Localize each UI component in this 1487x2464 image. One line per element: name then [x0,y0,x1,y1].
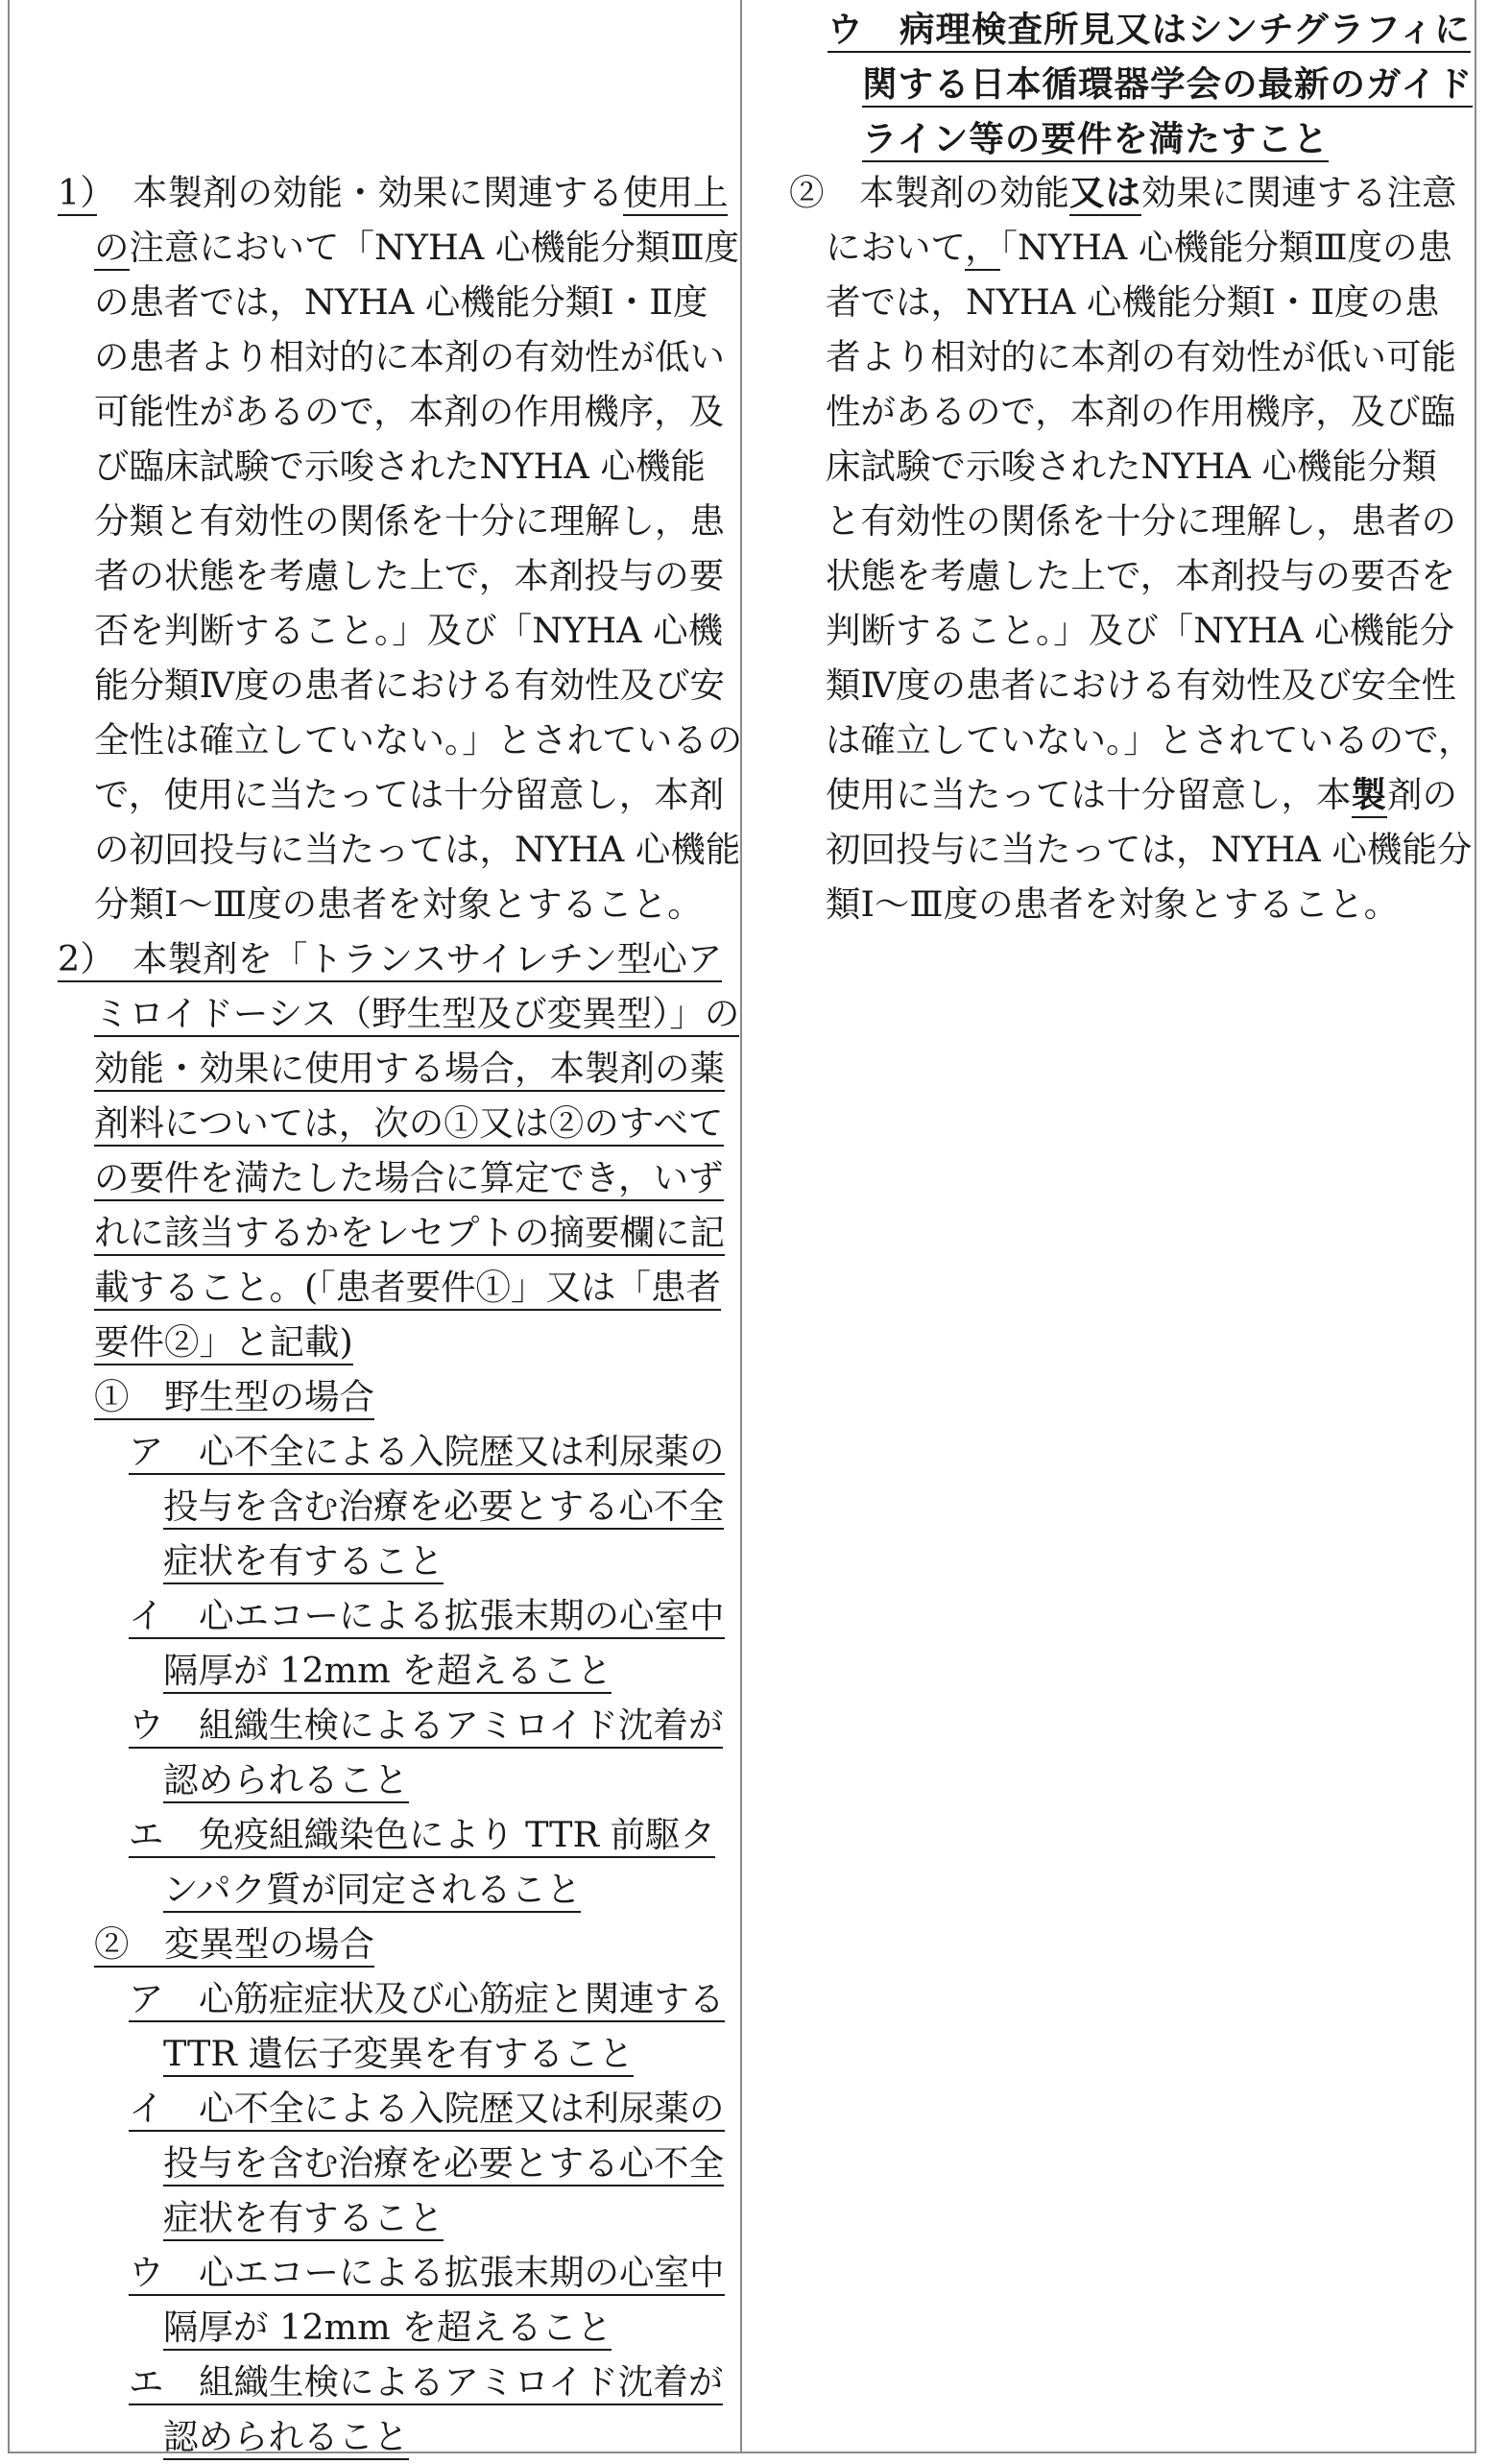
text-line [129,1424,725,1479]
text: 投与を含む治療を必要とする心不全 [163,1486,724,1530]
text-line: で，使用に当たっては十分留意し，本剤 [94,774,725,815]
text-line [94,1096,724,1150]
text: ライン等の要件を満たすこと [862,118,1329,162]
text-line: 否を判断すること。」及び「NYHA 心機 [94,610,724,651]
text-line: び臨床試験で示唆されたNYHA 心機能 [94,446,706,487]
text: ウ 組織生検によるアミロイド沈着が [129,1704,723,1749]
text: 「NYHA 心機能分類Ⅲ度の患 [999,227,1453,268]
text-line: 性があるので，本剤の作用機序，及び臨 [826,391,1456,432]
text-line: 者の状態を考慮した上で，本剤投与の要 [94,555,725,596]
text: TTR 遺伝子変異を有すること [163,2033,634,2077]
text: 使用に当たっては十分留意し，本 [826,774,1352,815]
text-line [129,1971,725,2026]
right-item-u-line2 [862,57,1473,111]
text-line: 能分類Ⅳ度の患者における有効性及び安 [94,664,725,706]
text-line: 状態を考慮した上で，本剤投与の要否を [826,555,1456,596]
right-item-u-line3 [862,111,1329,166]
text: エ 免疫組織染色により TTR 前駆タ [129,1814,715,1858]
left-item2-line1 [58,931,722,986]
text-line: の初回投与に当たっては，NYHA 心機能 [94,829,741,870]
item2-label: 2） [58,938,97,982]
text-line [163,2136,724,2190]
text-line: 類Ⅳ度の患者における有効性及び安全性 [826,664,1456,706]
text: 効能・効果に使用する場合，本製剤の薬 [94,1048,725,1092]
text: 製 [1352,774,1388,818]
text: 剤料については，次の①又は②のすべて [94,1102,724,1147]
text-line [163,2190,444,2245]
text-line: 者では，NYHA 心機能分類Ⅰ・Ⅱ度の患 [826,281,1440,323]
right-item2-line12 [826,767,1457,822]
text-line [129,2245,725,2300]
text-line: の患者では，NYHA 心機能分類Ⅰ・Ⅱ度 [94,281,708,323]
text-line [129,2081,725,2136]
text-line [129,1807,715,1862]
text: の [94,227,130,271]
text-line [163,1643,612,1698]
mutant-type-heading [94,1917,374,1971]
text: 効果に関連する注意 [1141,172,1457,213]
text-line: 床試験で示唆されたNYHA 心機能分類 [826,446,1437,487]
text: イ 心不全による入院歴又は利尿薬の [129,2088,725,2132]
text: 本製剤の効能 [859,172,1069,213]
text-line [163,2300,612,2355]
text: ① 野生型の場合 [94,1376,374,1420]
text-line [94,1041,725,1096]
text-line: 全性は確立していない。」とされているの [94,719,743,761]
text-line: 分類と有効性の関係を十分に理解し，患 [94,500,725,542]
text: 症状を有すること [163,2197,444,2241]
text: 本製剤の効能・効果に関連する [132,172,623,213]
text-line: 判断すること。」及び「NYHA 心機能分 [826,610,1455,651]
text-line [129,1588,725,1643]
text: 注意において「NYHA 心機能分類Ⅲ度 [129,227,740,268]
text-line [163,1534,444,1588]
text: ② 変異型の場合 [94,1923,374,1968]
text-line [129,1698,723,1752]
text: 隔厚が 12mm を超えること [163,2307,612,2351]
text: 載すること。(「患者要件①」又は「患者 [94,1267,721,1311]
text: イ 心エコーによる拡張末期の心室中 [129,1595,725,1639]
text: ， [965,227,1000,271]
text: の要件を満たした場合に算定でき，いず [94,1157,724,1201]
text-line: 者より相対的に本剤の有効性が低い可能 [826,336,1456,377]
right-item2-label: ② [789,172,825,213]
text: 本製剤を「トランスサイレチン型心ア [132,938,722,982]
right-item-u-line1 [827,2,1471,57]
text-line [163,1862,581,1917]
text-line: の患者より相対的に本剤の有効性が低い [94,336,725,377]
text-line [94,1205,725,1260]
text-line: 分類Ⅰ～Ⅲ度の患者を対象とすること。 [94,883,703,925]
text: 症状を有すること [163,1540,444,1584]
text: 関する日本循環器学会の最新のガイド [862,63,1473,108]
text: 使用上 [623,172,729,216]
text-line: 類Ⅰ～Ⅲ度の患者を対象とすること。 [826,883,1400,925]
text: ア 心筋症症状及び心筋症と関連する [129,1978,725,2022]
column-divider [740,0,742,2453]
text: ア 心不全による入院歴又は利尿薬の [129,1431,725,1475]
text: 又は [1069,172,1141,216]
right-item2-line1 [789,165,1457,220]
text: れに該当するかをレセプトの摘要欄に記 [94,1212,725,1256]
text: ウ 病理検査所見又はシンチグラフィに [827,9,1471,53]
left-item1-line2 [94,220,739,275]
item1-label: 1） [58,172,97,216]
text-line [129,2355,723,2409]
text: 剤の [1387,774,1457,815]
text-line [94,1150,724,1205]
text-line [163,2026,634,2081]
text: 隔厚が 12mm を超えること [163,1650,612,1694]
right-item2-line2 [826,220,1452,275]
text-line: は確立していない。」とされているので， [826,719,1474,761]
text-line: と有効性の関係を十分に理解し，患者の [826,500,1456,542]
text: において [826,227,966,268]
text-line [163,1479,724,1534]
text-line: 初回投与に当たっては，NYHA 心機能分 [826,829,1473,870]
text: 認められること [163,2416,409,2460]
left-item1-line1 [58,165,728,220]
text-line [163,2409,409,2464]
text: ウ 心エコーによる拡張末期の心室中 [129,2252,725,2296]
text-line [94,1315,353,1369]
text-line [94,986,739,1041]
text-line: 可能性があるので，本剤の作用機序，及 [94,391,725,432]
text: ンパク質が同定されること [163,1869,581,1913]
text: 認められること [163,1759,409,1803]
text-line [163,1752,409,1807]
text: 投与を含む治療を必要とする心不全 [163,2142,724,2186]
wild-type-heading [94,1369,374,1424]
text: 要件②」と記載) [94,1321,353,1365]
text: ミロイドーシス（野生型及び変異型）」の [94,993,739,1037]
text-line [94,1260,721,1315]
text: エ 組織生検によるアミロイド沈着が [129,2361,723,2405]
